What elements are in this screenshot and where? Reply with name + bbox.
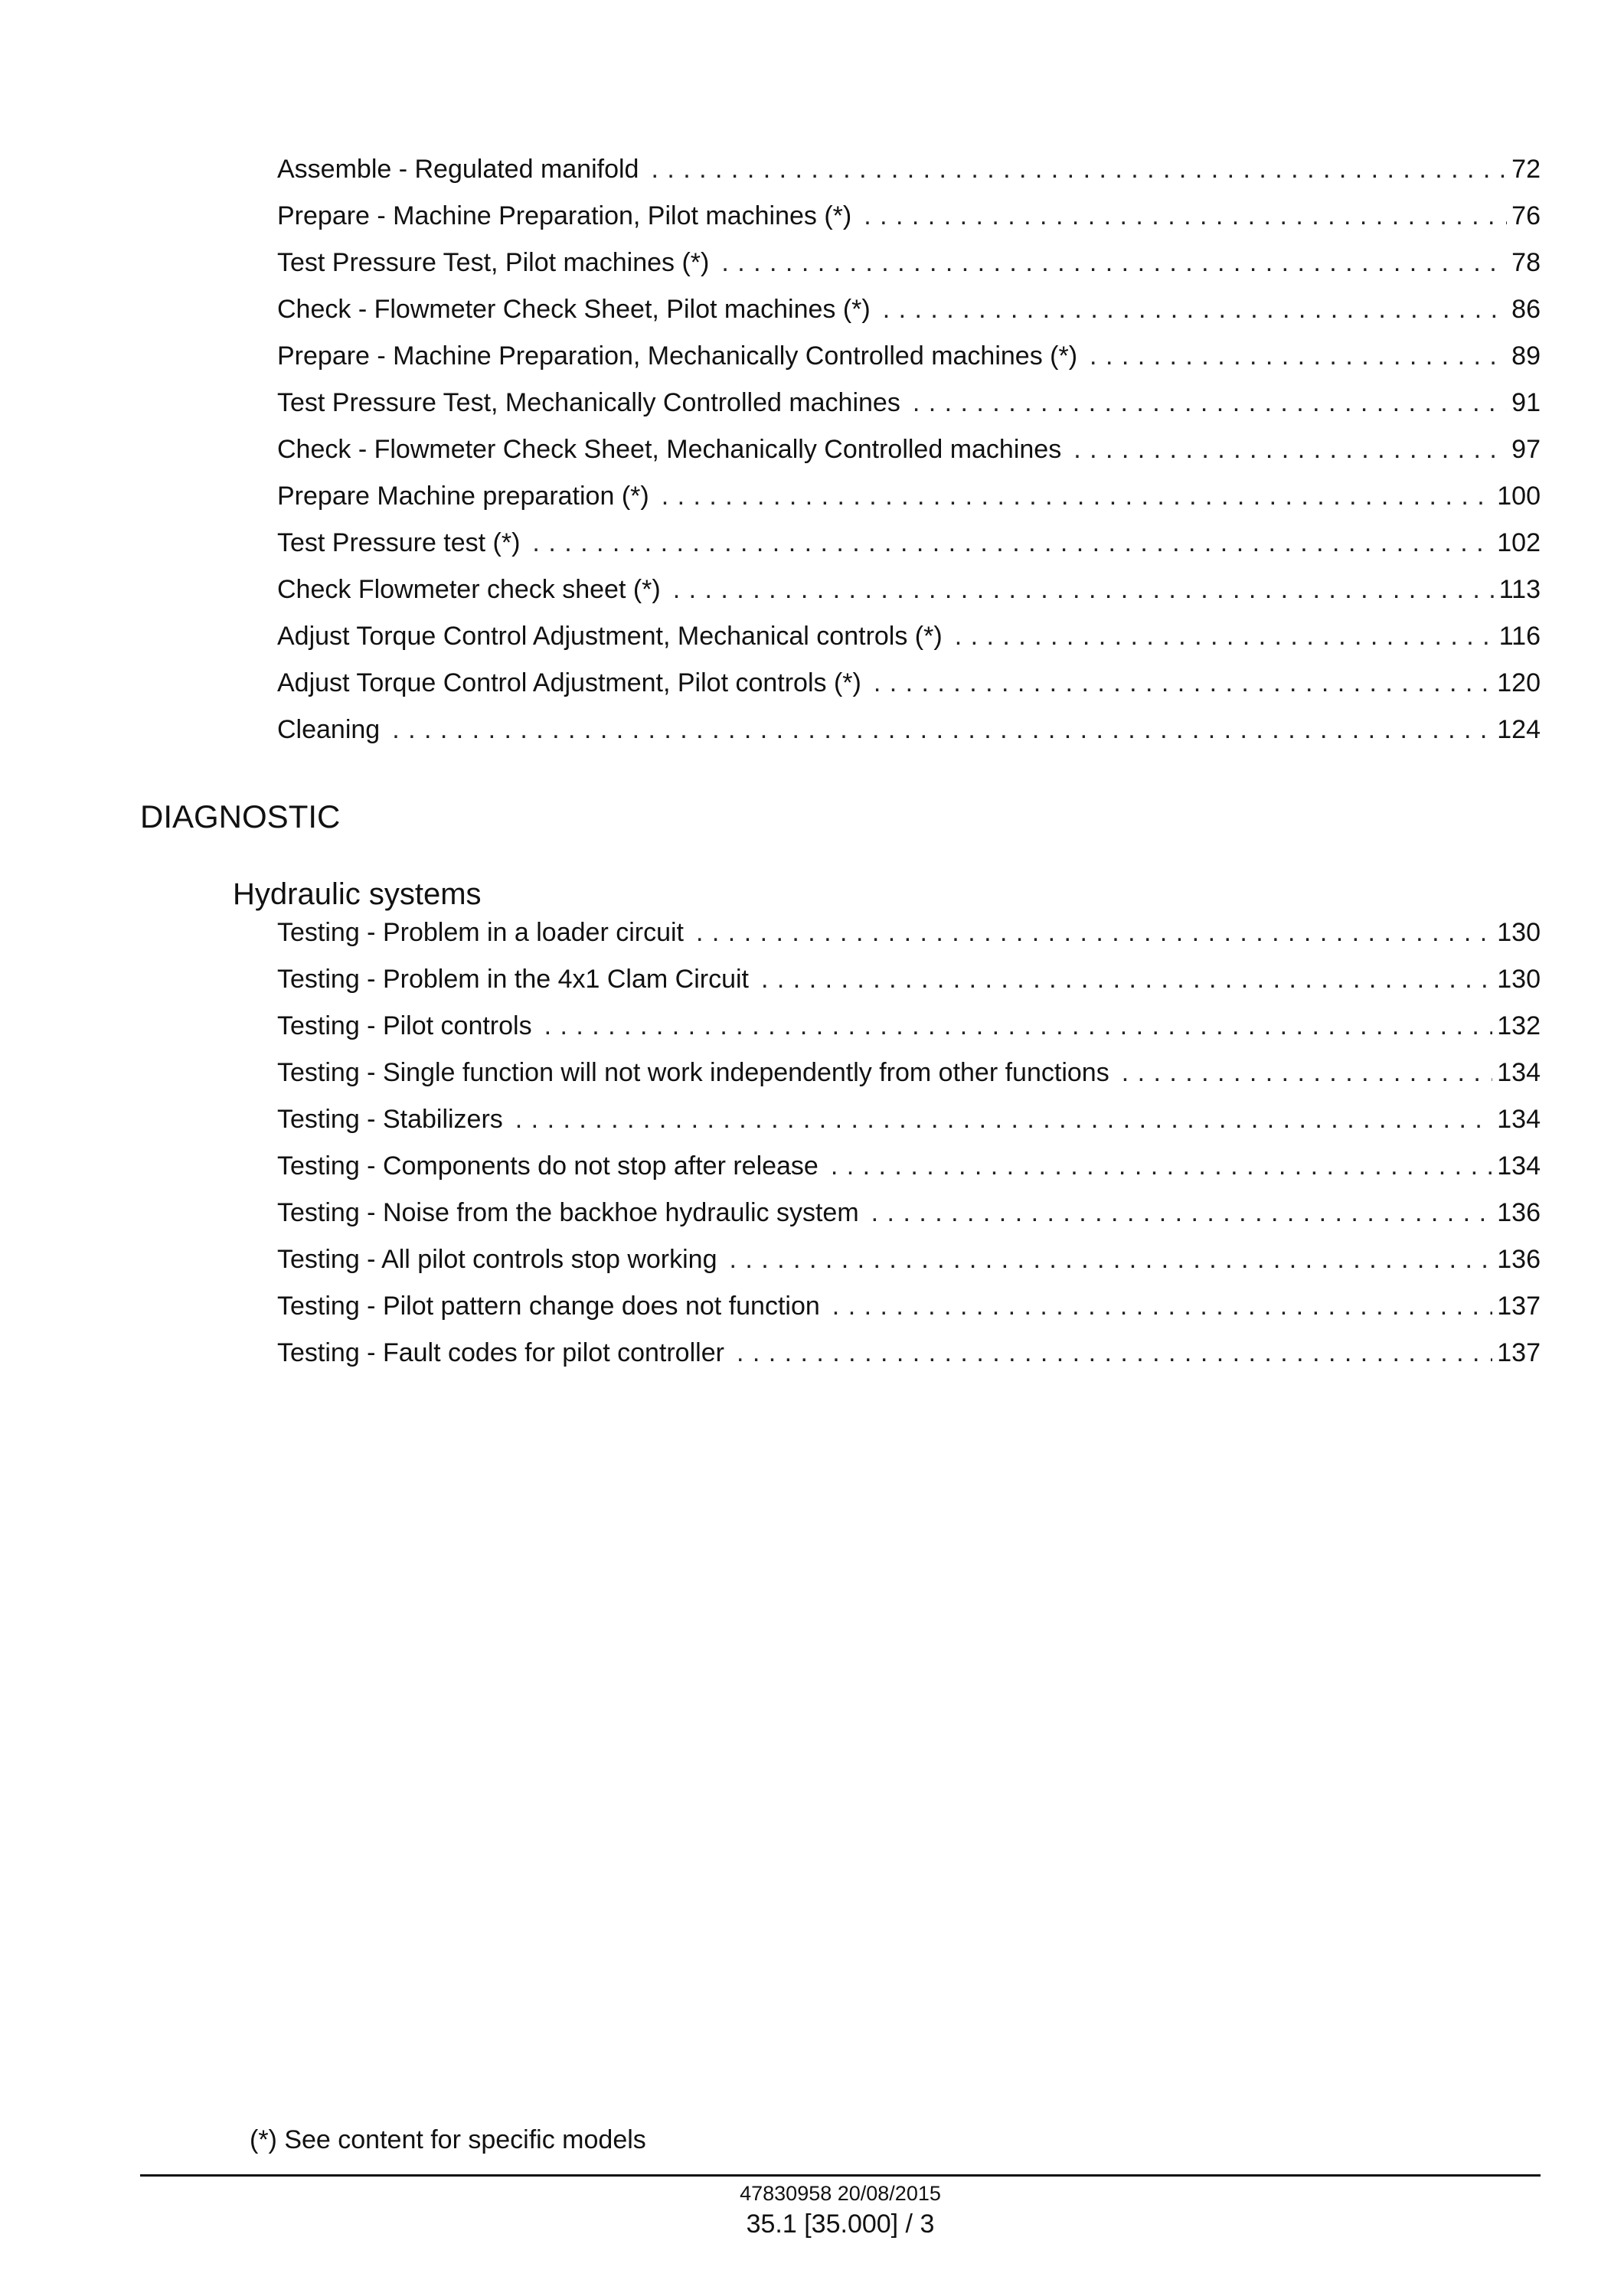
toc-entry-page: 130 xyxy=(1497,965,1541,994)
toc-entry[interactable] xyxy=(277,573,1541,606)
section-heading: DIAGNOSTIC xyxy=(140,799,341,834)
toc-entry-title: Testing - Pilot pattern change does not function xyxy=(277,1292,820,1321)
toc-entry-page: 113 xyxy=(1498,575,1541,604)
toc-entry[interactable] xyxy=(277,1102,1541,1136)
toc-entry[interactable] xyxy=(277,1196,1541,1230)
toc-entry-title: Testing - Pilot controls xyxy=(277,1011,532,1040)
dot-leader xyxy=(883,292,1507,326)
toc-entry[interactable] xyxy=(277,666,1541,700)
dot-leader xyxy=(913,386,1507,420)
dot-leader xyxy=(761,962,1492,996)
toc-entry-title: Check Flowmeter check sheet (*) xyxy=(277,575,661,604)
toc-entry-title: Assemble - Regulated manifold xyxy=(277,155,639,184)
toc-entry-page: 132 xyxy=(1497,1011,1541,1040)
dot-leader xyxy=(1090,339,1507,373)
footer-divider xyxy=(140,2174,1541,2177)
toc-entry[interactable] xyxy=(277,1289,1541,1323)
toc-entry-title: Testing - All pilot controls stop working xyxy=(277,1245,717,1274)
toc-entry-title: Test Pressure Test, Pilot machines (*) xyxy=(277,248,710,277)
dot-leader xyxy=(1073,433,1507,466)
toc-entry-page: 134 xyxy=(1497,1151,1541,1181)
toc-entry[interactable] xyxy=(277,619,1541,653)
toc-entry[interactable] xyxy=(277,479,1541,513)
toc-entry-page: 116 xyxy=(1498,622,1541,651)
toc-entry-page: 78 xyxy=(1511,248,1541,277)
toc-entry[interactable] xyxy=(277,339,1541,373)
dot-leader xyxy=(662,479,1493,513)
toc-entry[interactable] xyxy=(277,1149,1541,1183)
dot-leader xyxy=(832,1289,1492,1323)
toc-entry-page: 134 xyxy=(1497,1058,1541,1087)
toc-entry-title: Testing - Problem in the 4x1 Clam Circuit xyxy=(277,965,750,994)
footnote: (*) See content for specific models xyxy=(250,2125,646,2154)
dot-leader xyxy=(673,573,1495,606)
document-id: 47830958 20/08/2015 xyxy=(740,2182,941,2205)
toc-entry[interactable] xyxy=(277,433,1541,466)
toc-entry-page: 124 xyxy=(1497,715,1541,744)
toc-entry-title: Prepare - Machine Preparation, Mechanically Controlled machines (*) xyxy=(277,341,1078,371)
toc-entry-title: Testing - Problem in a loader circuit xyxy=(277,918,685,947)
toc-entry-title: Test Pressure test (*) xyxy=(277,528,521,557)
toc-entry[interactable] xyxy=(277,1009,1541,1043)
toc-entry-page: 102 xyxy=(1497,528,1541,557)
toc-entry-page: 72 xyxy=(1511,155,1541,184)
dot-leader xyxy=(721,246,1507,279)
dot-leader xyxy=(515,1102,1492,1136)
toc-entry-title: Check - Flowmeter Check Sheet, Mechanically Controlled machines xyxy=(277,435,1062,464)
page-reference: 35.1 [35.000] / 3 xyxy=(746,2209,935,2239)
dot-leader xyxy=(874,666,1492,700)
toc-entry-page: 86 xyxy=(1511,295,1541,324)
toc-entry-page: 134 xyxy=(1497,1105,1541,1134)
dot-leader xyxy=(392,713,1492,746)
toc-entry-title: Check - Flowmeter Check Sheet, Pilot machines (*) xyxy=(277,295,871,324)
toc-entry-page: 97 xyxy=(1511,435,1541,464)
toc-entry-title: Testing - Single function will not work independently from other functions xyxy=(277,1058,1109,1087)
toc-entry[interactable] xyxy=(277,199,1541,233)
dot-leader xyxy=(544,1009,1493,1043)
toc-entry-title: Cleaning xyxy=(277,715,381,744)
dot-leader xyxy=(864,199,1507,233)
dot-leader xyxy=(871,1196,1493,1230)
toc-entry[interactable] xyxy=(277,1243,1541,1276)
toc-entry[interactable] xyxy=(277,1056,1541,1089)
toc-entry[interactable] xyxy=(277,292,1541,326)
subsection-heading: Hydraulic systems xyxy=(233,877,482,911)
toc-entry-page: 120 xyxy=(1497,668,1541,697)
toc-entry-title: Test Pressure Test, Mechanically Controlled machines xyxy=(277,388,900,417)
toc-entry-title: Testing - Noise from the backhoe hydraulic system xyxy=(277,1198,859,1227)
toc-entry[interactable] xyxy=(277,1336,1541,1370)
toc-entry[interactable] xyxy=(277,916,1541,949)
toc-entry-page: 91 xyxy=(1511,388,1541,417)
toc-entry-page: 89 xyxy=(1511,341,1541,371)
dot-leader xyxy=(1122,1056,1493,1089)
toc-entry-title: Testing - Components do not stop after release xyxy=(277,1151,819,1181)
toc-entry[interactable] xyxy=(277,386,1541,420)
toc-entry-page: 136 xyxy=(1497,1245,1541,1274)
toc-entry-title: Prepare Machine preparation (*) xyxy=(277,482,649,511)
toc-entry-page: 137 xyxy=(1497,1292,1541,1321)
dot-leader xyxy=(729,1243,1492,1276)
toc-entry-title: Testing - Stabilizers xyxy=(277,1105,503,1134)
toc-entry-page: 137 xyxy=(1497,1338,1541,1367)
toc-entry-page: 136 xyxy=(1497,1198,1541,1227)
toc-entry-page: 130 xyxy=(1497,918,1541,947)
toc-entry-title: Prepare - Machine Preparation, Pilot machines (*) xyxy=(277,201,852,230)
toc-entry-title: Adjust Torque Control Adjustment, Pilot controls (*) xyxy=(277,668,861,697)
dot-leader xyxy=(696,916,1492,949)
dot-leader xyxy=(831,1149,1492,1183)
toc-entry[interactable] xyxy=(277,713,1541,746)
toc-entry[interactable] xyxy=(277,526,1541,560)
toc-entry-page: 100 xyxy=(1497,482,1541,511)
dot-leader xyxy=(737,1336,1492,1370)
toc-entry-page: 76 xyxy=(1511,201,1541,230)
toc-entry-title: Testing - Fault codes for pilot controller xyxy=(277,1338,724,1367)
dot-leader xyxy=(955,619,1495,653)
toc-entry-title: Adjust Torque Control Adjustment, Mechanical controls (*) xyxy=(277,622,943,651)
toc-entry[interactable] xyxy=(277,152,1541,186)
dot-leader xyxy=(532,526,1492,560)
toc-entry[interactable] xyxy=(277,962,1541,996)
dot-leader xyxy=(651,152,1507,186)
toc-entry[interactable] xyxy=(277,246,1541,279)
